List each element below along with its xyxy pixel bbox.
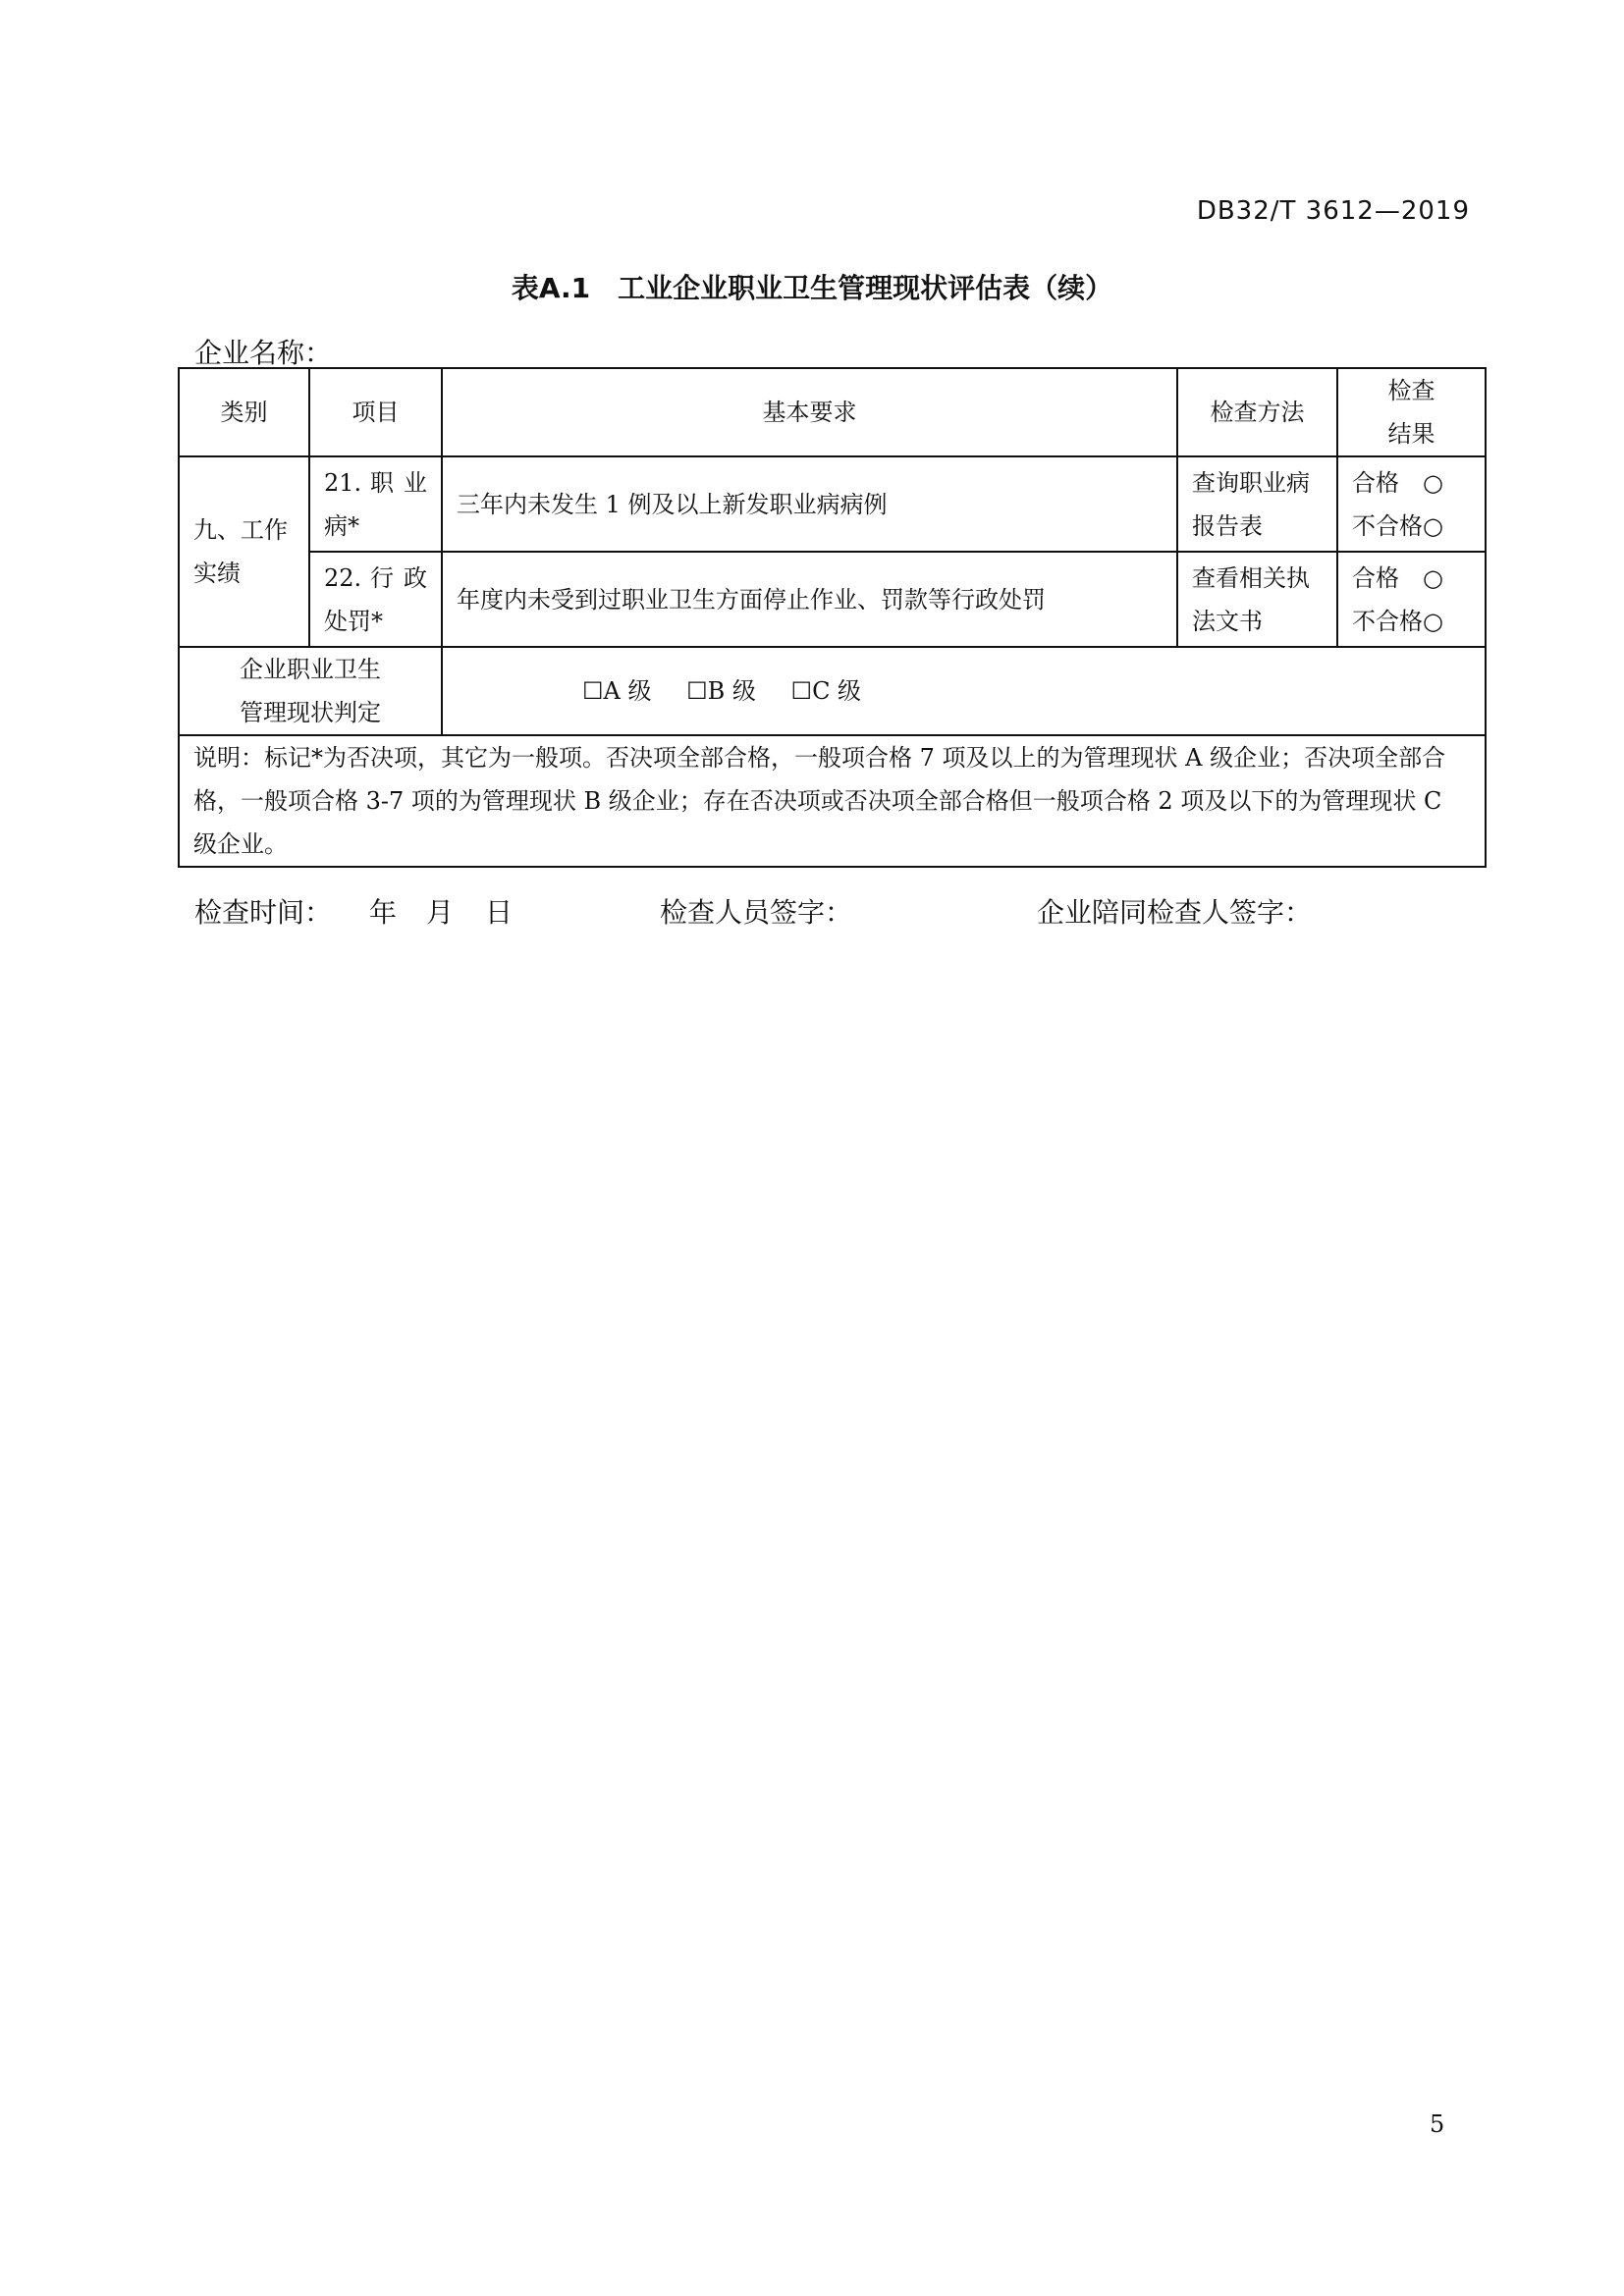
enterprise-name-label: 企业名称： [194, 337, 333, 369]
result-fail[interactable]: 不合格○ [1352, 511, 1443, 540]
method-cell [1177, 456, 1337, 552]
category-cell [179, 456, 309, 647]
header-result [1337, 368, 1486, 456]
grade-label-line1: 企业职业卫生 [240, 656, 381, 683]
requirement-cell: 三年内未发生 1 例及以上新发职业病病例 [442, 456, 1177, 552]
table-row [179, 456, 1486, 552]
table-header-row [179, 368, 1486, 456]
header-result-line2: 结果 [1387, 420, 1435, 448]
method-line1: 查看相关执 [1192, 563, 1310, 592]
standard-code: DB32/T 3612—2019 [1196, 196, 1470, 226]
page-number: 5 [1430, 2110, 1445, 2138]
result-cell [1337, 456, 1486, 552]
grade-options-cell [442, 647, 1486, 735]
grade-label-cell [179, 647, 442, 735]
assessment-table [178, 367, 1487, 868]
method-line1: 查询职业病 [1192, 468, 1310, 497]
result-pass[interactable]: 合格 ○ [1352, 468, 1443, 497]
category-line2: 实绩 [193, 560, 241, 587]
day-label: 日 [485, 896, 514, 929]
item-cell [309, 552, 442, 647]
method-line2: 报告表 [1192, 511, 1263, 540]
grade-option-c[interactable]: ☐C 级 [790, 677, 862, 705]
inspection-time-label: 检查时间： [194, 896, 333, 929]
item-line1: 21. 职 业 [324, 468, 427, 497]
grade-option-a[interactable]: ☐A 级 [582, 677, 652, 705]
requirement-cell: 年度内未受到过职业卫生方面停止作业、罚款等行政处罚 [442, 552, 1177, 647]
result-pass[interactable]: 合格 ○ [1352, 563, 1443, 592]
grade-option-b[interactable]: ☐B 级 [686, 677, 756, 705]
escort-signature-label: 企业陪同检查人签字： [1037, 896, 1313, 929]
item-cell [309, 456, 442, 552]
header-item: 项目 [309, 368, 442, 456]
month-label: 月 [426, 896, 455, 929]
method-cell [1177, 552, 1337, 647]
result-cell [1337, 552, 1486, 647]
table-row [179, 552, 1486, 647]
item-line2: 病* [324, 511, 359, 540]
item-line2: 处罚* [324, 607, 383, 635]
header-category: 类别 [179, 368, 309, 456]
header-method: 检查方法 [1177, 368, 1337, 456]
signature-line [194, 891, 1313, 1118]
inspector-signature-label: 检查人员签字： [660, 896, 853, 929]
note-row [179, 735, 1486, 867]
grade-label-line2: 管理现状判定 [240, 699, 381, 726]
grade-row [179, 647, 1486, 735]
header-result-line1: 检查 [1387, 377, 1435, 404]
header-requirement: 基本要求 [442, 368, 1177, 456]
year-label: 年 [369, 896, 398, 929]
method-line2: 法文书 [1192, 607, 1263, 635]
table-title: 表A.1 工业企业职业卫生管理现状评估表（续） [511, 272, 1113, 304]
category-line1: 九、工作 [193, 516, 288, 544]
item-line1: 22. 行 政 [324, 563, 427, 592]
note-cell: 说明：标记*为否决项，其它为一般项。否决项全部合格，一般项合格 7 项及以上的为管理现状 A 级企业；否决项全部合格，一般项合格 3-7 项的为管理现状 B 级企业；存在否决项或否决项全部合格但一般项合格 2 项及以下的为管理现状 C 级企业。 [179, 735, 1486, 867]
result-fail[interactable]: 不合格○ [1352, 607, 1443, 635]
